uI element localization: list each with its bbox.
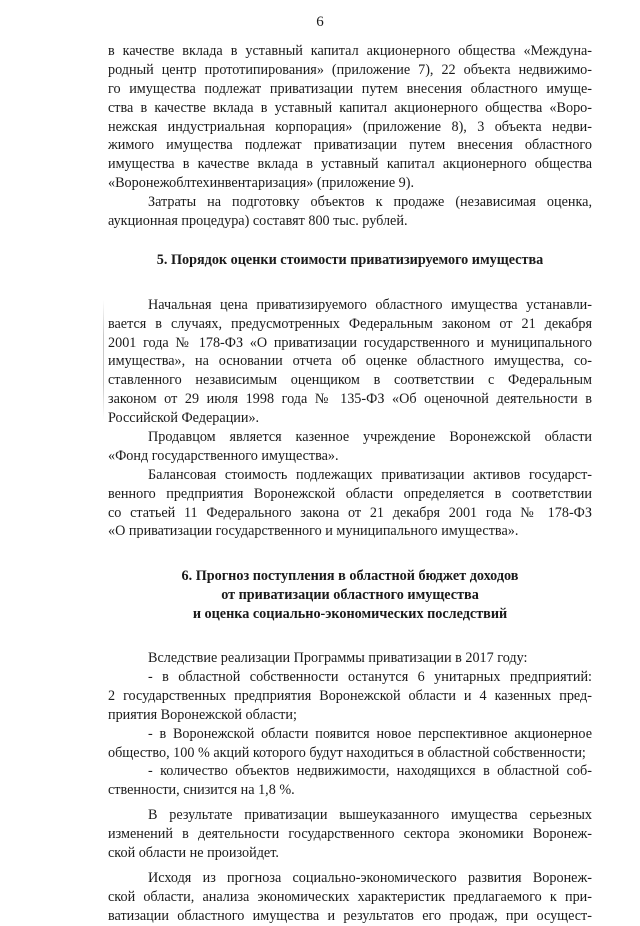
- section-6-item-3: [108, 762, 592, 800]
- intro-paragraph: [108, 42, 592, 193]
- text-line: в качестве вклада в уставный капитал акционерного общества «Междуна-: [108, 43, 592, 59]
- text-line: ской области, анализа экономических характеристик предлагаемого к при-: [108, 888, 592, 905]
- text-line: «Воронежоблтехинвентаризация» (приложение 9).: [108, 175, 415, 192]
- text-line: Начальная цена приватизируемого областного имущества устанавли-: [148, 296, 592, 313]
- section-6-item-1: [108, 668, 592, 725]
- text-line: «Фонд государственного имущества».: [108, 447, 339, 464]
- text-line: нежская индустриальная корпорация» (приложение 8), 3 объекта недви-: [108, 118, 592, 135]
- text-line: общество, 100 % акций которого будут находиться в областной собственности;: [108, 744, 586, 761]
- text-line: законом от 29 июля 1998 года № 135-ФЗ «Об оценочной деятельности в: [108, 391, 592, 408]
- text-line: жимого имущества подлежат приватизации путем внесения областного: [108, 137, 592, 154]
- text-line: - количество объектов недвижимости, находящихся в областной соб-: [148, 763, 592, 780]
- section-5-heading: 5. Порядок оценки стоимости приватизируемого имущества: [156, 251, 544, 268]
- text-line: Затраты на подготовку объектов к продаже (независимая оценка,: [148, 194, 592, 211]
- document-body: [108, 42, 592, 926]
- text-line: вается в случаях, предусмотренных Федеральным законом от 21 декабря: [108, 315, 592, 332]
- text-line: ственности, снизится на 1,8 %.: [108, 782, 295, 799]
- text-line: 2 государственных предприятия Воронежской области и 4 казенных пред-: [108, 687, 592, 704]
- text-line: - в областной собственности останутся 6 унитарных предприятий:: [148, 668, 592, 685]
- text-line: «О приватизации государственного и муниципального имущества».: [108, 523, 519, 540]
- scan-margin-mark: [103, 300, 104, 420]
- text-line: со статьей 11 Федерального закона от 21 декабря 2001 года № 178-ФЗ: [108, 504, 592, 521]
- text-line: - в Воронежской области появится новое перспективное акционерное: [148, 725, 592, 742]
- text-line: венного предприятия Воронежской области определяется в соответствии: [108, 485, 592, 502]
- costs-paragraph: [108, 193, 592, 231]
- heading-line: 6. Прогноз поступления в областной бюджет доходов: [181, 568, 519, 585]
- text-line: В результате приватизации вышеуказанного имущества серьезных: [148, 807, 592, 824]
- text-line: изменений в деятельности государственного сектора экономики Воронеж-: [108, 826, 592, 843]
- text-line: Балансовая стоимость подлежащих приватизации активов государст-: [148, 466, 592, 483]
- text-line: имущества в качестве вклада в уставный капитал акционерного общества: [108, 156, 592, 173]
- text-line: ства в качестве вклада в уставный капитал акционерного общества «Воро-: [108, 99, 592, 116]
- text-line: 2001 года № 178-ФЗ «О приватизации государственного и муниципального: [108, 334, 592, 351]
- text-line: аукционная процедура) составят 800 тыс. рублей.: [108, 213, 408, 230]
- text-line: родный центр прототипирования» (приложение 7), 22 объекта недвижимо-: [108, 61, 592, 78]
- heading-line: и оценка социально-экономических последствий: [192, 606, 508, 623]
- text-line: Исходя из прогноза социально-экономического развития Воронеж-: [148, 869, 592, 886]
- text-line: ской области не произойдет.: [108, 844, 279, 861]
- section-6-forecast-paragraph: [108, 869, 592, 926]
- section-6-result-paragraph: [108, 806, 592, 863]
- text-line: Российской Федерации».: [108, 410, 260, 427]
- page-number: 6: [316, 14, 324, 30]
- section-5-paragraph-1: [108, 296, 592, 428]
- text-line: ставленного независимым оценщиком в соответствии с Федеральным: [108, 372, 592, 389]
- text-line: ватизации областного имущества и результатов его продаж, при осущест-: [108, 907, 592, 924]
- section-5-paragraph-3: [108, 466, 592, 542]
- text-line: го имущества подлежат приватизации путем внесения областного имуще-: [108, 80, 592, 97]
- section-6-heading: [108, 567, 592, 624]
- text-line: имущества», на основании отчета об оценке областного имущества, со-: [108, 353, 592, 370]
- section-5-paragraph-2: [108, 428, 592, 466]
- text-line: Продавцом является казенное учреждение Воронежской области: [148, 429, 592, 446]
- heading-line: от приватизации областного имущества: [221, 587, 479, 604]
- text-line: приятия Воронежской области;: [108, 706, 297, 723]
- section-6-item-2: [108, 725, 592, 763]
- section-6-lead: Вследствие реализации Программы приватизации в 2017 году:: [148, 650, 528, 667]
